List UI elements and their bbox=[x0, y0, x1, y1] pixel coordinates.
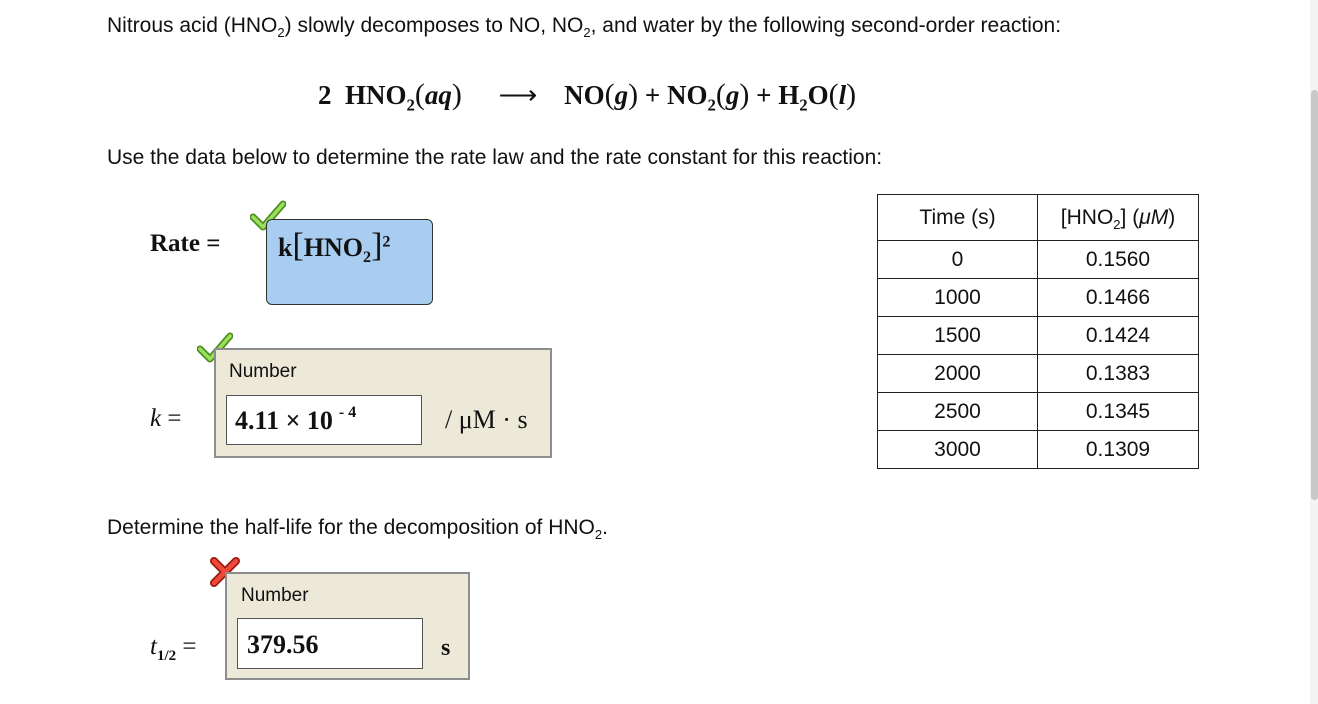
table-cell-concentration: 0.1424 bbox=[1038, 317, 1199, 355]
half-life-field-label: Number bbox=[241, 585, 309, 606]
table-cell-concentration: 0.1345 bbox=[1038, 393, 1199, 431]
rate-constant-value[interactable]: 4.11 × 10 $^{- 4}$ bbox=[235, 404, 357, 435]
table-row bbox=[878, 279, 1199, 317]
table-row bbox=[878, 393, 1199, 431]
half-life-unit: s bbox=[441, 635, 451, 661]
rate-constant-label: k = bbox=[150, 405, 182, 432]
table-row bbox=[878, 317, 1199, 355]
table-header-time: Time (s) bbox=[878, 195, 1038, 241]
scrollbar-thumb[interactable] bbox=[1311, 90, 1318, 500]
rate-constant-unit: / μM · s bbox=[445, 405, 528, 434]
half-life-question: Determine the half-life for the decomposition of $HNO_2$. bbox=[107, 516, 608, 543]
half-life-value[interactable]: 379.56 bbox=[247, 630, 319, 659]
use-data-instruction: Use the data below to determine the rate law and the rate constant for this reaction: bbox=[107, 146, 883, 169]
table-cell-concentration: 0.1466 bbox=[1038, 279, 1199, 317]
table-cell-concentration: 0.1383 bbox=[1038, 355, 1199, 393]
table-row bbox=[878, 355, 1199, 393]
table-cell-time: 2500 bbox=[878, 393, 1038, 431]
reaction-equation: 2 $HNO_2(aq)$ ⟶ $NO(g) + NO_2(g) + H_2O(l)$ bbox=[318, 78, 857, 115]
table-row bbox=[878, 431, 1199, 469]
table-cell-time: 0 bbox=[878, 241, 1038, 279]
reaction-arrow: ⟶ bbox=[498, 80, 538, 110]
table-cell-time: 1000 bbox=[878, 279, 1038, 317]
table-cell-concentration: 0.1560 bbox=[1038, 241, 1199, 279]
question-intro: Nitrous acid $(HNO_2)$ slowly decomposes to NO, $NO_2$, and water by the following second-order reaction: bbox=[107, 14, 1062, 41]
table-row bbox=[878, 241, 1199, 279]
table-cell-time: 2000 bbox=[878, 355, 1038, 393]
table-header-concentration: $[HNO_2]$ (μM) bbox=[1038, 195, 1199, 241]
reaction-coefficient: 2 bbox=[318, 80, 332, 110]
data-table bbox=[877, 194, 1199, 469]
half-life-label: $t_{1/2}$ = bbox=[150, 633, 197, 664]
rate-label: Rate = bbox=[150, 230, 221, 257]
table-cell-concentration: 0.1309 bbox=[1038, 431, 1199, 469]
rate-law-answer[interactable]: $k[HNO_2]^2$ bbox=[278, 227, 391, 267]
rate-constant-field-label: Number bbox=[229, 361, 297, 382]
table-cell-time: 1500 bbox=[878, 317, 1038, 355]
table-header-row bbox=[878, 195, 1199, 241]
table-cell-time: 3000 bbox=[878, 431, 1038, 469]
